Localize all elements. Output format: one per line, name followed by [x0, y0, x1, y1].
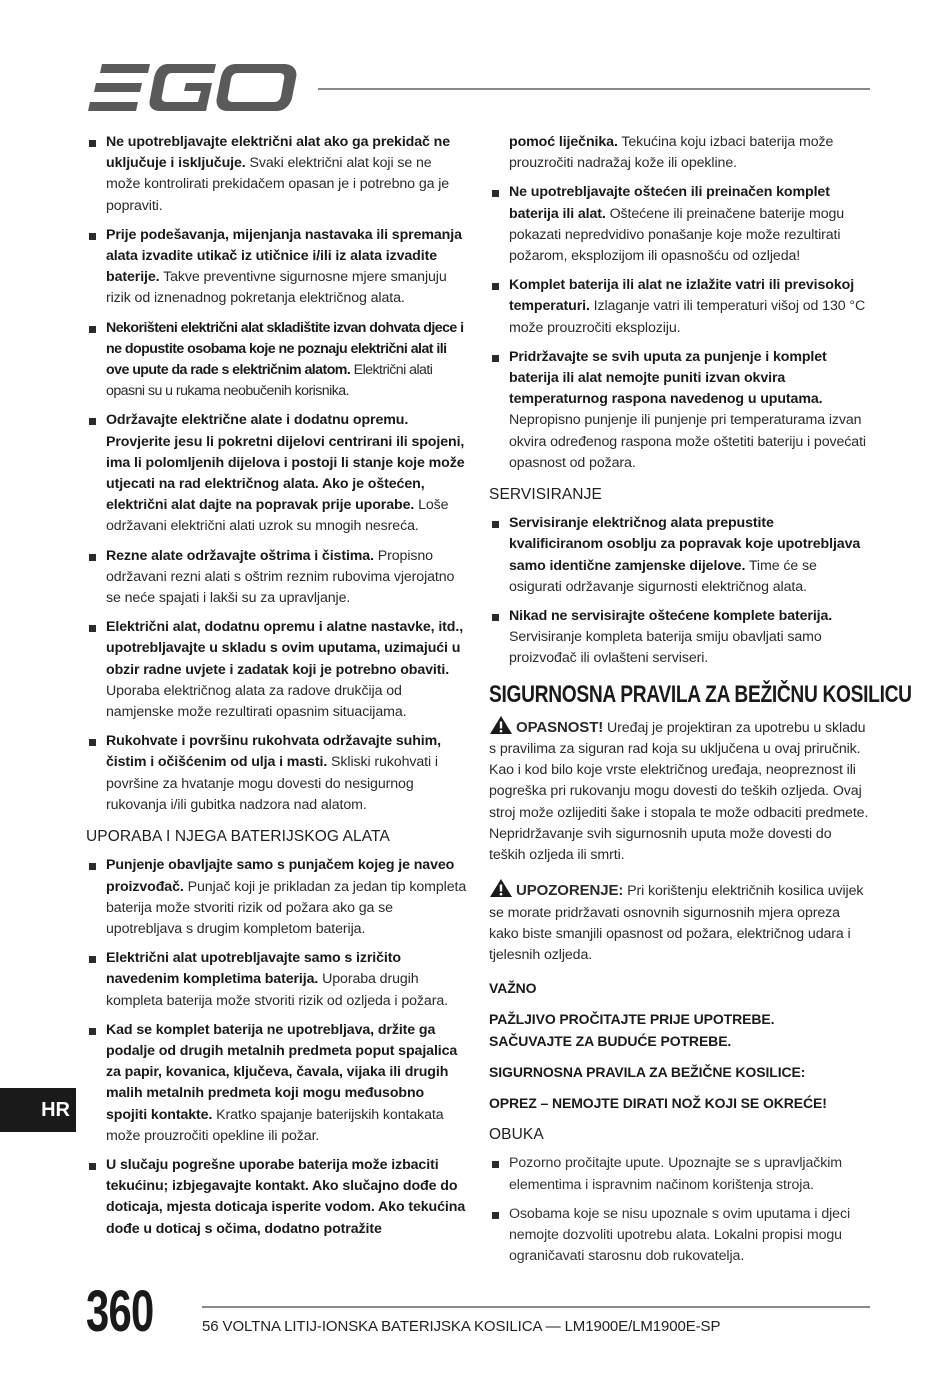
- list-item: Rukohvate i površinu rukohvata održavajte suhim, čistim i očišćenim od ulja i masti. Skliski rukohvati i površine za hvatanje mogu dovesti do nesigurnog rukovanja i/ili gubitka nadzora nad alatom.: [86, 731, 468, 816]
- safety-list-battery: [86, 855, 468, 1239]
- list-item: Pridržavajte se svih uputa za punjenje i komplet baterija ili alat nemojte puniti izvan okvira temperaturnog raspona navedenog u uputama. Nepropisno punjenje ili punjenje pri temperaturama izvan okvira određenog raspona može oštetiti bateriju i povećati opasnost od požara.: [489, 347, 871, 474]
- list-item: Prije podešavanja, mijenjanja nastavaka ili spremanja alata izvadite utikač iz utičnice i/ili iz alata izvadite baterije. Takve preventivne sigurnosne mjere smanjuju rizik od iznenadnog pokretanja električnog alata.: [86, 225, 468, 310]
- list-item: Nikad ne servisirajte oštećene komplete baterija. Servisiranje kompleta baterija smiju obavljati samo proizvođač ili ovlašteni serviseri.: [489, 606, 871, 670]
- list-item: Električni alat upotrebljavajte samo s izričito navedenim kompletima baterija. Uporaba drugih kompleta baterija može stvoriti rizik od ozljeda i požara.: [86, 948, 468, 1012]
- page-number: 360: [86, 1279, 154, 1344]
- list-item: Servisiranje električnog alata prepustite kvalificiranom osoblju za popravak koje upotrebljava samo identične zamjenske dijelove. Time će se osigurati održavanje sigurnosti električnog alata.: [489, 513, 871, 598]
- main-section-title: SIGURNOSNA PRAVILA ZA BEŽIČNU KOSILICU: [489, 680, 912, 708]
- training-list: [489, 1153, 871, 1267]
- read-instructions: PAŽLJIVO PROČITAJTE PRIJE UPOTREBE. SAČUVAJTE ZA BUDUĆE POTREBE.: [489, 1011, 775, 1049]
- ego-logo: [88, 64, 298, 112]
- left-column: [86, 132, 468, 1248]
- right-column: [489, 132, 912, 1275]
- list-item: Električni alat, dodatnu opremu i alatne nastavke, itd., upotrebljavajte u skladu s ovim uputama, uzimajući u obzir radne uvjete i zadatak koji je potrebno obaviti. Uporaba električnog alata za radove drukčija od namjenske može rezultirati opasnim situacijama.: [86, 617, 468, 723]
- list-item: Osobama koje se nisu upoznale s ovim uputama i djeci nemojte dozvoliti upotrebu alata. Lokalni propisi mogu ograničavati starosnu dob rukovatelja.: [489, 1204, 871, 1268]
- danger-label: OPASNOST!: [516, 718, 604, 736]
- list-item: Pozorno pročitajte upute. Upoznajte se s upravljačkim elementima i ispravnim načinom korištenja stroja.: [489, 1153, 871, 1195]
- list-item: Nekorišteni električni alat skladištite izvan dohvata djece i ne dopustite osobama koje ne poznaju električni alat ili ove upute da rade s električnim alatom. Električni alati opasni su u rukama neobučenih korisnika.: [86, 318, 468, 403]
- safety-list-battery-cont: [489, 132, 871, 474]
- list-item: Ne upotrebljavajte električni alat ako ga prekidač ne uključuje i isključuje. Svaki električni alat koji se ne može kontrolirati prekidačem opasan je i potrebno ga je popraviti.: [86, 132, 468, 217]
- list-item: Održavajte električne alate i dodatnu opremu. Provjerite jesu li pokretni dijelovi centrirani ili spojeni, ima li polomljenih dijelova i postoji li stanje koje može utjecati na rad električnog alata. Ako je oštećen, električni alat dajte na popravak prije uporabe. Loše održavani električni alati uzrok su mnogih nesreća.: [86, 410, 468, 537]
- list-item: Punjenje obavljajte samo s punjačem kojeg je naveo proizvođač. Punjač koji je prikladan za jedan tip kompleta baterija može stvoriti rizik od požara ako ga se upotrebljava s drugim kompletom baterija.: [86, 855, 468, 940]
- section-heading-training: OBUKA: [489, 1126, 544, 1144]
- warning-triangle-icon: [489, 878, 513, 898]
- warning-label: UPOZORENJE:: [516, 882, 624, 900]
- language-tab: HR: [0, 1088, 76, 1132]
- rules-heading: SIGURNOSNA PRAVILA ZA BEŽIČNE KOSILICE:: [489, 1063, 806, 1080]
- warning-paragraph: UPOZORENJE: Pri korištenju električnih kosilica uvijek se morate pridržavati osnovnih sigurnosnih mjera opreza kako biste smanjili opasnost od požara, električnog udara i tjelesnih ozljeda.: [489, 878, 871, 966]
- list-item: Komplet baterija ili alat ne izlažite vatri ili previsokoj temperaturi. Izlaganje vatri ili temperaturi višoj od 130 °C može prouzročiti eksploziju.: [489, 275, 871, 339]
- important-label: VAŽNO: [489, 980, 537, 997]
- footer-title: 56 VOLTNA LITIJ-IONSKA BATERIJSKA KOSILICA — LM1900E/LM1900E-SP: [202, 1318, 721, 1335]
- list-item: U slučaju pogrešne uporabe baterija može izbaciti tekućinu; izbjegavajte kontakt. Ako slučajno dođe do doticaja, mjesta doticaja isperite vodom. Ako tekućina dođe u doticaj s očima, dodatno potražite: [86, 1155, 468, 1240]
- list-item: Rezne alate održavajte oštrima i čistima. Propisno održavani rezni alati s oštrim reznim rubovima vjerojatno se neće spajati i lakši su za upravljanje.: [86, 546, 468, 610]
- safety-list-general: [86, 132, 468, 816]
- danger-paragraph: OPASNOST! Uređaj je projektiran za upotrebu u skladu s pravilima za siguran rad koja su uključena u ovaj priručnik. Kao i kod bilo koje vrste električnog uređaja, neopreznost ili pogreška pri rukovanju mogu dovesti do teških ozljeda. Ovaj stroj može ozlijediti šake i stopala te može odbaciti predmete. Nepridržavanje svih sigurnosnih uputa može dovesti do teških ozljeda ili smrti.: [489, 715, 871, 866]
- section-heading-service: SERVISIRANJE: [489, 486, 602, 504]
- section-heading-battery: UPORABA I NJEGA BATERIJSKOG ALATA: [86, 828, 390, 846]
- footer-rule: [202, 1306, 870, 1308]
- caution-line: OPREZ – NEMOJTE DIRATI NOŽ KOJI SE OKREĆE!: [489, 1094, 827, 1111]
- list-item: Ne upotrebljavajte oštećen ili preinačen komplet baterija ili alat. Oštećene ili preinačene baterije mogu pokazati nepredvidivo ponašanje koje može rezultirati požarom, eksplozijom ili opasnošću od ozljeda!: [489, 182, 871, 267]
- service-list: [489, 513, 871, 669]
- warning-triangle-icon: [489, 715, 513, 735]
- list-item: Kad se komplet baterija ne upotrebljava, držite ga podalje od drugih metalnih predmeta poput spajalica za papir, kovanica, ključeva, čavala, vijaka ili drugih malih metalnih predmeta koji mogu međusobno spojiti kontakte. Kratko spajanje baterijskih kontakata može prouzročiti opekline ili požar.: [86, 1020, 468, 1147]
- header-rule: [318, 88, 870, 90]
- list-item-continued: pomoć liječnika. Tekućina koju izbaci baterija može prouzročiti nadražaj kože ili opekline.: [509, 134, 834, 172]
